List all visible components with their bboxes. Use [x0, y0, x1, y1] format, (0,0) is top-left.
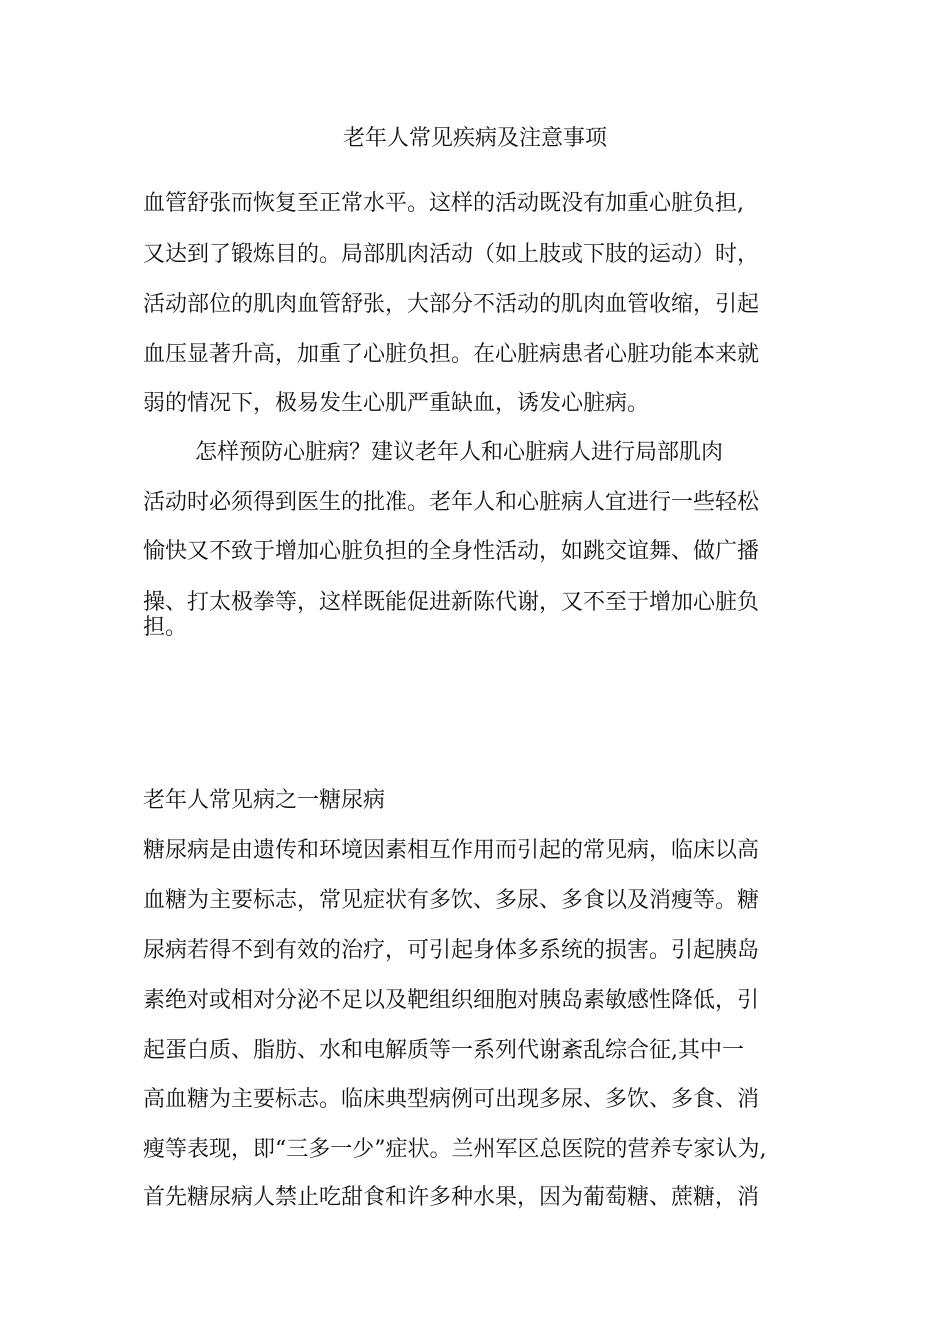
paragraph-line: 高血糖为主要标志。临床典型病例可出现多尿、多饮、多食、消 — [143, 1087, 760, 1112]
paragraph-line: 首先糖尿病人禁止吃甜食和许多种水果，因为葡萄糖、蔗糖，消 — [143, 1185, 760, 1210]
paragraph-line: 操、打太极拳等，这样既能促进新陈代谢，又不至于增加心脏负 — [143, 590, 760, 615]
paragraph-line: 瘦等表现，即“三多一少”症状。兰州军区总医院的营养专家认为, — [143, 1137, 767, 1162]
paragraph-line: 担。 — [143, 615, 188, 640]
paragraph-line: 又达到了锻炼目的。局部肌肉活动（如上肢或下肢的运动）时， — [143, 242, 760, 267]
paragraph-line: 血糖为主要标志，常见症状有多饮、多尿、多食以及消瘦等。糖 — [143, 888, 760, 913]
paragraph-line: 怎样预防心脏病？建议老年人和心脏病人进行局部肌肉 — [195, 440, 724, 465]
paragraph-line: 起蛋白质、脂肪、水和电解质等一系列代谢紊乱综合征,其中一 — [143, 1038, 744, 1063]
paragraph-line: 活动时必须得到医生的批准。老年人和心脏病人宜进行一些轻松 — [143, 490, 760, 515]
paragraph-line: 尿病若得不到有效的治疗，可引起身体多系统的损害。引起胰岛 — [143, 938, 760, 963]
paragraph-line: 愉快又不致于增加心脏负担的全身性活动，如跳交谊舞、做广播 — [143, 539, 760, 564]
paragraph-line: 血管舒张而恢复至正常水平。这样的活动既没有加重心脏负担, — [143, 191, 744, 216]
paragraph-line: 素绝对或相对分泌不足以及靶组织细胞对胰岛素敏感性降低，引 — [143, 988, 760, 1013]
paragraph-line: 血压显著升高，加重了心脏负担。在心脏病患者心脏功能本来就 — [143, 342, 760, 367]
section-heading: 老年人常见病之一糖尿病 — [143, 788, 386, 813]
paragraph-line: 弱的情况下，极易发生心肌严重缺血，诱发心脏病。 — [143, 391, 650, 416]
paragraph-line: 糖尿病是由遗传和环境因素相互作用而引起的常见病，临床以高 — [143, 838, 760, 863]
paragraph-line: 活动部位的肌肉血管舒张，大部分不活动的肌肉血管收缩，引起 — [143, 292, 760, 317]
document-title: 老年人常见疾病及注意事项 — [342, 126, 607, 151]
